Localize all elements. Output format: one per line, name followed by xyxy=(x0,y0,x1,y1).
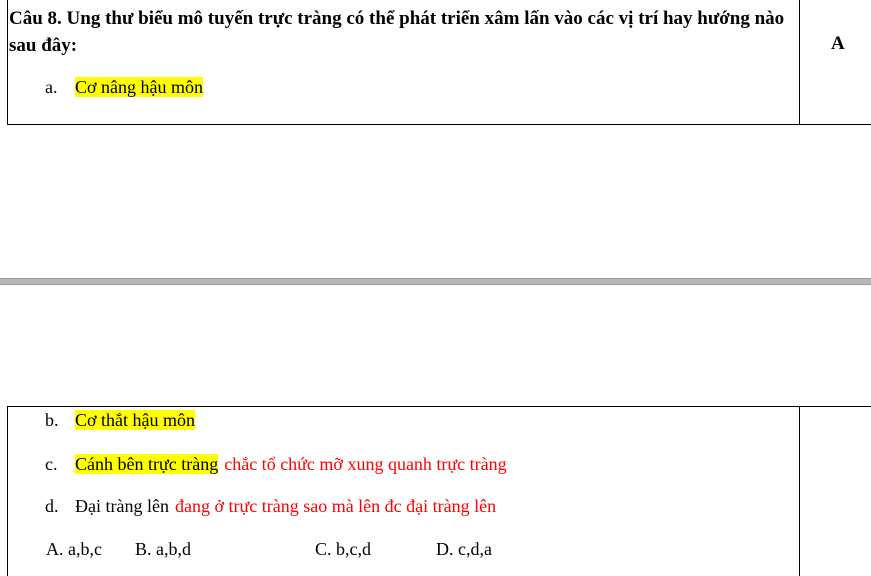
choice-b: B. a,b,d xyxy=(135,539,191,559)
option-c xyxy=(45,453,507,475)
choice-c: C. b,c,d xyxy=(315,539,371,559)
choice-a: A. a,b,c xyxy=(46,539,102,559)
option-a xyxy=(45,76,203,98)
option-letter: b. xyxy=(45,410,59,430)
answer-key: A xyxy=(831,33,845,54)
choice-d: D. c,d,a xyxy=(436,539,492,559)
option-letter: d. xyxy=(45,496,59,516)
option-text: Cánh bên trực tràng xyxy=(75,454,219,474)
column-divider xyxy=(799,407,800,576)
option-letter: c. xyxy=(45,454,58,474)
page-break-divider xyxy=(0,278,871,285)
option-text: Cơ nâng hậu môn xyxy=(75,77,204,97)
question-title: Câu 8. Ung thư biểu mô tuyến trực tràng có thể phát triển xâm lấn vào các vị trí hay hướng nào sau đây: xyxy=(9,8,785,56)
option-d xyxy=(45,495,496,517)
option-note: đang ở trực tràng sao mà lên đc đại tràng lên xyxy=(174,496,497,516)
option-note: chắc tổ chức mỡ xung quanh trực tràng xyxy=(224,454,507,474)
option-b xyxy=(45,409,195,431)
option-text: Đại tràng lên xyxy=(75,496,169,516)
column-divider xyxy=(799,0,800,124)
option-letter: a. xyxy=(45,77,58,97)
option-text: Cơ thắt hậu môn xyxy=(75,410,196,430)
